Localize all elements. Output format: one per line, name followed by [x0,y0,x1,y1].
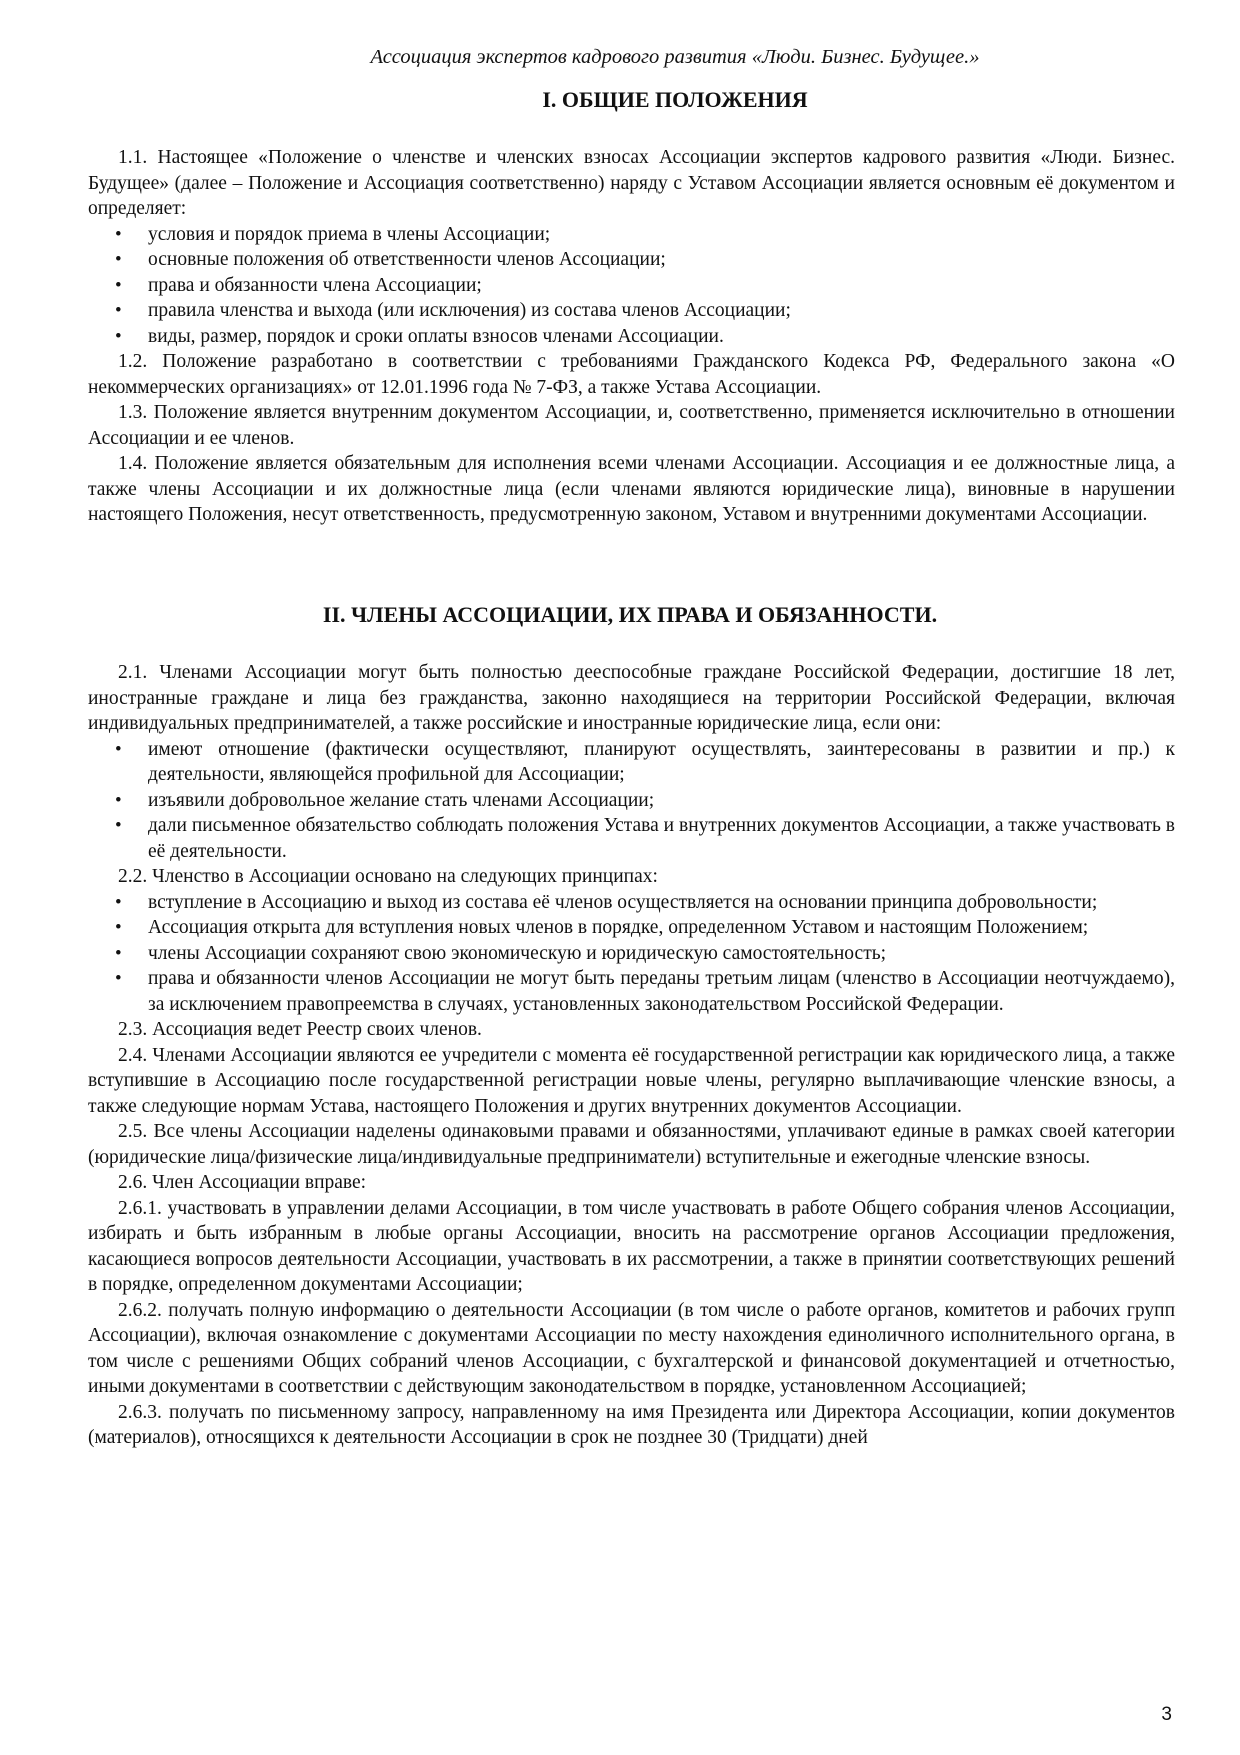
bullet-icon: • [115,223,122,245]
bullet-list-3 [88,890,1175,1018]
paragraph-2-5: 2.5. Все члены Ассоциации наделены одинаковыми правами и обязанностями, уплачивают единые в рамках своей категории (юридические лица/физические лица/индивидуальные предприниматели) вступительные и ежегодные членские взносы. [88,1121,1175,1168]
section-2-title: II. ЧЛЕНЫ АССОЦИАЦИИ, ИХ ПРАВА И ОБЯЗАННОСТИ. [322,602,938,627]
bullet-icon: • [115,789,122,811]
bullet-icon: • [115,249,122,270]
list-item: • члены Ассоциации сохраняют свою экономическую и юридическую самостоятельность; [88,941,1175,967]
paragraph-1-3: 1.3. Положение является внутренним документом Ассоциации, и, соответственно, применяется исключительно в отношении Ассоциации и ее членов. [88,402,1175,449]
paragraph-2-6-2: 2.6.2. получать полную информацию о деятельности Ассоциации (в том числе о работе органов, комитетов и рабочих групп Ассоциации), включая ознакомление с документами Ассоциации по месту нахождения единоличного исполнительного органа, в том числе с решениями Общих собраний членов Ассоциации, с бухгалтерской и финансовой документацией и отчетностью, иными документами в соответствии с действующим законодательством в порядке, установленном Ассоциацией; [88,1299,1175,1397]
list-item: • вступление в Ассоциацию и выход из состава её членов осуществляется на основании принципа добровольности; [88,890,1175,916]
paragraph-2-1: 2.1. Членами Ассоциации могут быть полностью дееспособные граждане Российской Федерации, достигшие 18 лет, иностранные граждане и лица без гражданства, законно находящиеся на территории Российской Федерации, включая индивидуальных предпринимателей, а также российские и иностранные юридические лица, если они: [88,662,1175,734]
section-1-title: I. ОБЩИЕ ПОЛОЖЕНИЯ [542,87,808,112]
bullet-icon: • [115,968,122,989]
list-item: • права и обязанности члена Ассоциации; [88,273,1175,299]
paragraph-2-3: 2.3. Ассоциация ведет Реестр своих членов. [118,1019,482,1040]
bullet-icon: • [115,325,122,347]
list-item: • имеют отношение (фактически осуществляют, планируют осуществлять, заинтересованы в развитии и пр.) к деятельности, являющейся профильной для Ассоциации; [115,738,1175,785]
list-item: • дали письменное обязательство соблюдать положения Устава и внутренних документов Ассоциации, а также участвовать в её деятельности. [115,815,1175,862]
section-1-body [88,145,1175,528]
list-item: • права и обязанности членов Ассоциации не могут быть переданы третьим лицам (членство в Ассоциации неотчуждаемо), за исключением правопреемства в случаях, установленных законодательством Российской Федерации. [115,968,1175,1015]
list-item: • изъявили добровольное желание стать членами Ассоциации; [88,788,1175,814]
organization-header: Ассоциация экспертов кадрового развития «Люди. Бизнес. Будущее.» [370,46,980,68]
page-number: 3 [1161,1704,1172,1725]
list-item: • правила членства и выхода (или исключения) из состава членов Ассоциации; [88,298,1175,324]
bullet-icon: • [115,274,122,296]
paragraph-2-2: 2.2. Членство в Ассоциации основано на следующих принципах: [118,866,658,887]
paragraph-1-4: 1.4. Положение является обязательным для исполнения всеми членами Ассоциации. Ассоциация и ее должностные лица, а также члены Ассоциации и их должностные лица (если членами являются юридические лица), виновные в нарушении настоящего Положения, несут ответственность, предусмотренную законом, Уставом и внутренними документами Ассоциации. [88,453,1175,525]
bullet-icon: • [115,891,122,913]
list-item: • условия и порядок приема в члены Ассоциации; [88,222,1175,248]
paragraph-1-1: 1.1. Настоящее «Положение о членстве и членских взносах Ассоциации экспертов кадрового развития «Люди. Бизнес. Будущее» (далее – Положение и Ассоциация соответственно) наряду с Уставом Ассоциации является основным её документом и определяет: [88,147,1175,219]
bullet-icon: • [115,815,122,836]
paragraph-2-6: 2.6. Член Ассоциации вправе: [118,1172,367,1193]
section-2-body [88,660,1175,1451]
paragraph-1-2: 1.2. Положение разработано в соответствии с требованиями Гражданского Кодекса РФ, Федерального закона «О некоммерческих организациях» от 12.01.1996 года № 7-ФЗ, а также Устава Ассоциации. [88,351,1175,398]
bullet-icon: • [115,942,122,964]
bullet-icon: • [115,300,122,321]
list-item: • Ассоциация открыта для вступления новых членов в порядке, определенном Уставом и настоящим Положением; [88,915,1175,941]
bullet-list-1 [88,222,1175,350]
list-item: • основные положения об ответственности членов Ассоциации; [88,247,1175,273]
paragraph-2-6-3: 2.6.3. получать по письменному запросу, направленному на имя Президента или Директора Ассоциации, копии документов (материалов), относящихся к деятельности Ассоциации в срок не позднее 30 (Тридцати) дней [88,1401,1175,1448]
paragraph-2-6-1: 2.6.1. участвовать в управлении делами Ассоциации, в том числе участвовать в работе Общего собрания членов Ассоциации, избирать и быть избранным в любые органы Ассоциации, вносить на рассмотрение органов Ассоциации предложения, касающиеся вопросов деятельности Ассоциации, участвовать в их рассмотрении, а также в принятии соответствующих решений в порядке, определенном документами Ассоциации; [88,1197,1175,1295]
list-item: • виды, размер, порядок и сроки оплаты взносов членами Ассоциации. [88,324,1175,350]
bullet-icon: • [115,738,122,760]
bullet-icon: • [115,917,122,938]
paragraph-2-4: 2.4. Членами Ассоциации являются ее учредители с момента её государственной регистрации как юридического лица, а также вступившие в Ассоциацию после государственной регистрации новые члены, регулярно выплачивающие членские взносы, а также следующие нормам Устава, настоящего Положения и других внутренних документов Ассоциации. [88,1044,1175,1117]
bullet-list-2 [88,737,1175,865]
